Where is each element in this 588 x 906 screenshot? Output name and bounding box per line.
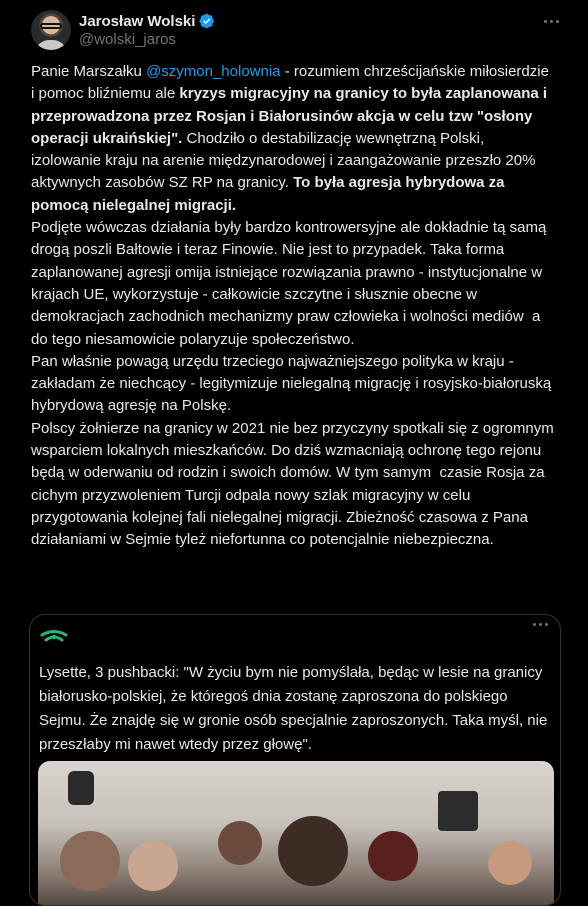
author-name-row <box>79 11 215 31</box>
avatar[interactable] <box>31 10 71 50</box>
avatar-glasses <box>40 23 62 29</box>
tweet-text-segment: - rozumiem chrześcijańskie miłosierdzie i pomoc bliźniemu ale <box>31 63 554 103</box>
tweet-text <box>31 61 555 552</box>
tweet-text-segment: Podjęte wówczas działania były bardzo kontrowersyjne ale dokładnie tą samą drogą poszli Bałtowie i teraz Finowie. Nie jest to przypadek. Taka forma zaplanowanej agresji omija istniejące rozwiązania prawno - instytucjonalne w krajach UE, wykorzystuje - całkowicie szczytne i słusznie obecne w demokracjach zachodnich mechanizmy praw człowieka i wolności mediów a do tego niesamowicie polaryzuje społeczeństwo. Pan właśnie powagą urzędu trzeciego najważniejszego polityka w kraju - zakładam że niechcący - legitymizuje nielegalną migrację i rosyjsko-białoruską hybrydową agresję na Polskę. Polscy żołnierze na granicy w 2021 nie bez przyczyny spotkali się z ogromnym wsparciem lokalnych mieszkańców. Do dziś wzmacniają ochronę tego rejonu będą w oderwaniu od rodzin i swoich domów. W tym samym czasie Rosja za cichym przyzwoleniem Turcji odpala nowy szlak migracyjny w celu przygotowania kolejnej fali nielegalnej migracji. Zbieżność czasowa z Pana działaniami w Sejmie tyleż niefortunna co potencjalnie niebezpieczna. <box>31 219 554 549</box>
tweet-text-segment: Chodziło o destabilizację wewnętrzną Polski, izolowanie kraju na arenie międzynarodowej i zaangażowanie przeszło 20% aktywnych zasobów SZ RP na granicy. <box>31 129 540 192</box>
author-handle[interactable]: @wolski_jaros <box>79 31 176 48</box>
quoted-tweet[interactable] <box>29 614 561 906</box>
tweet-text-segment: Panie Marszałku <box>31 63 147 80</box>
quoted-tweet-text: Lysette, 3 pushbacki: "W życiu bym nie pomyślała, będąc w lesie na granicy białorusko-polskiej, że któregoś dnia zostanę zaproszona do polskiego Sejmu. Że znajdę się w gronie osób specjalnie zaproszonych. Taka myśl, nie przeszłaby mi nawet wtedy przez głowę". <box>39 664 548 753</box>
quote-more-options-icon[interactable] <box>530 618 550 630</box>
tweet-bold-text: To była agresja hybrydowa za pomocą nielegalnej migracji. <box>31 174 509 214</box>
avatar-shirt <box>35 40 67 50</box>
tweet-bold-text: kryzys migracyjny na granicy to była zaplanowana i przeprowadzona przez Rosjan i Białorusinów akcja w celu tzw "osłony operacji ukraińskiej". <box>31 85 552 147</box>
verified-badge-icon <box>199 13 215 29</box>
quoted-tweet-photo[interactable] <box>38 761 554 906</box>
mention-link[interactable]: @szymon_holownia <box>146 63 281 80</box>
tweet-header <box>31 10 561 50</box>
author-name[interactable]: Jarosław Wolski <box>79 12 196 30</box>
more-options-icon[interactable] <box>541 14 561 28</box>
org-logo-icon <box>39 626 69 646</box>
